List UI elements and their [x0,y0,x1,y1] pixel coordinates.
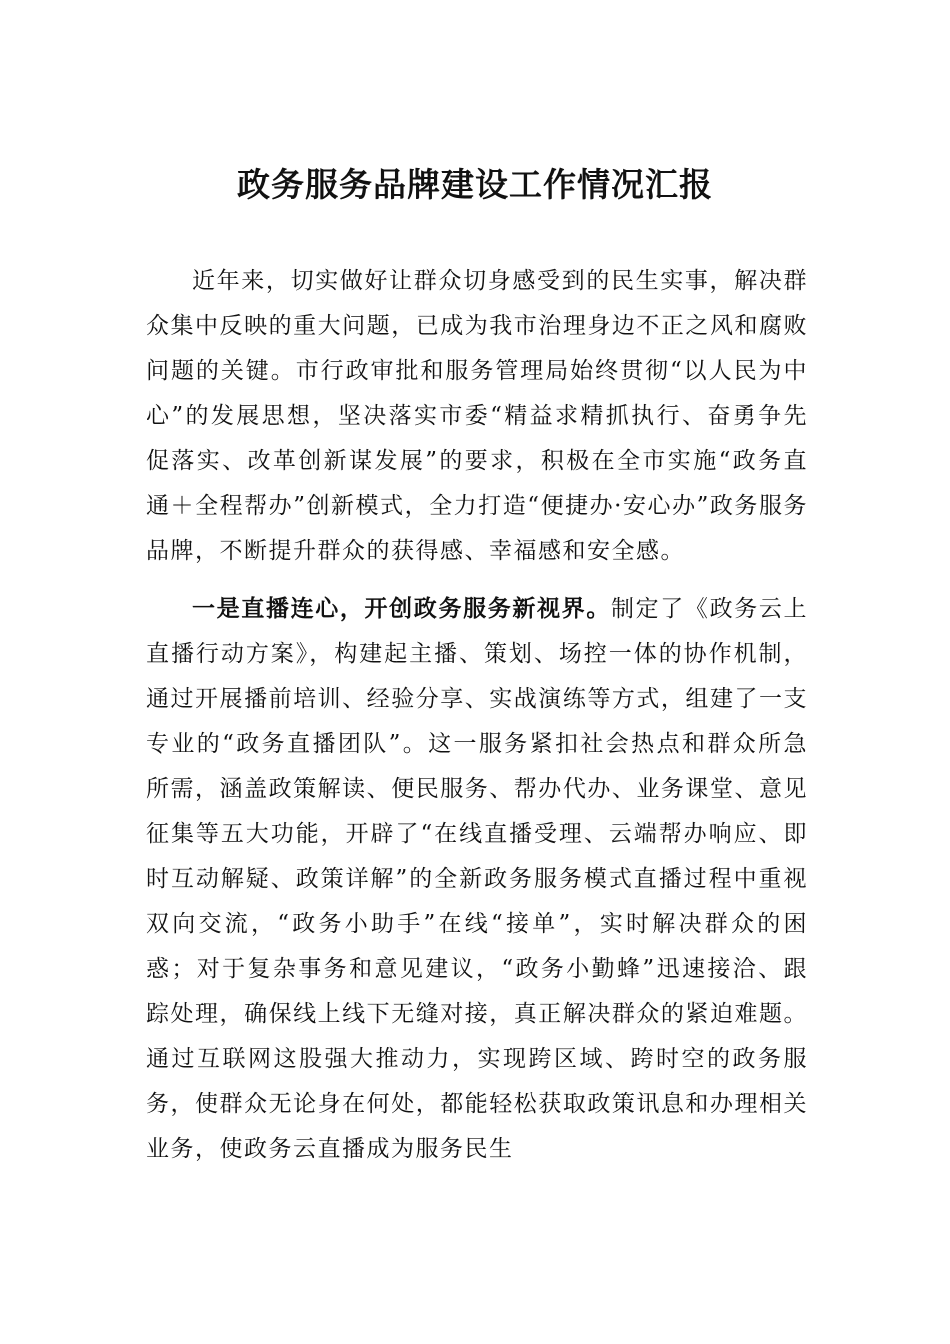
paragraph-intro-text: 近年来，切实做好让群众切身感受到的民生实事，解决群众集中反映的重大问题，已成为我市治理身边不正之风和腐败问题的关键。市行政审批和服务管理局始终贯彻“以人民为中心”的发展思想，坚决落实市委“精益求精抓执行、奋勇争先促落实、改革创新谋发展”的要求，积极在全市实施“政务直通＋全程帮办”创新模式，全力打造“便捷办·安心办”政务服务品牌，不断提升群众的获得感、幸福感和安全感。 [146,268,808,564]
paragraph-intro [146,259,808,574]
paragraph-livestream-lead: 一是直播连心，开创政务服务新视界。 [192,595,611,622]
document-body [146,259,808,1172]
paragraph-livestream [146,586,808,1172]
paragraph-livestream-text: 制定了《政务云上直播行动方案》，构建起主播、策划、场控一体的协作机制，通过开展播前培训、经验分享、实战演练等方式，组建了一支专业的“政务直播团队”。这一服务紧扣社会热点和群众所急所需，涵盖政策解读、便民服务、帮办代办、业务课堂、意见征集等五大功能，开辟了“在线直播受理、云端帮办响应、即时互动解疑、政策详解”的全新政务服务模式直播过程中重视双向交流，“政务小助手”在线“接单”，实时解决群众的困惑；对于复杂事务和意见建议，“政务小勤蜂”迅速接洽、跟踪处理，确保线上线下无缝对接，真正解决群众的紧迫难题。通过互联网这股强大推动力，实现跨区域、跨时空的政务服务，使群众无论身在何处，都能轻松获取政策讯息和办理相关业务，使政务云直播成为服务民生 [146,596,809,1162]
document-title: 政务服务品牌建设工作情况汇报 [237,165,713,204]
